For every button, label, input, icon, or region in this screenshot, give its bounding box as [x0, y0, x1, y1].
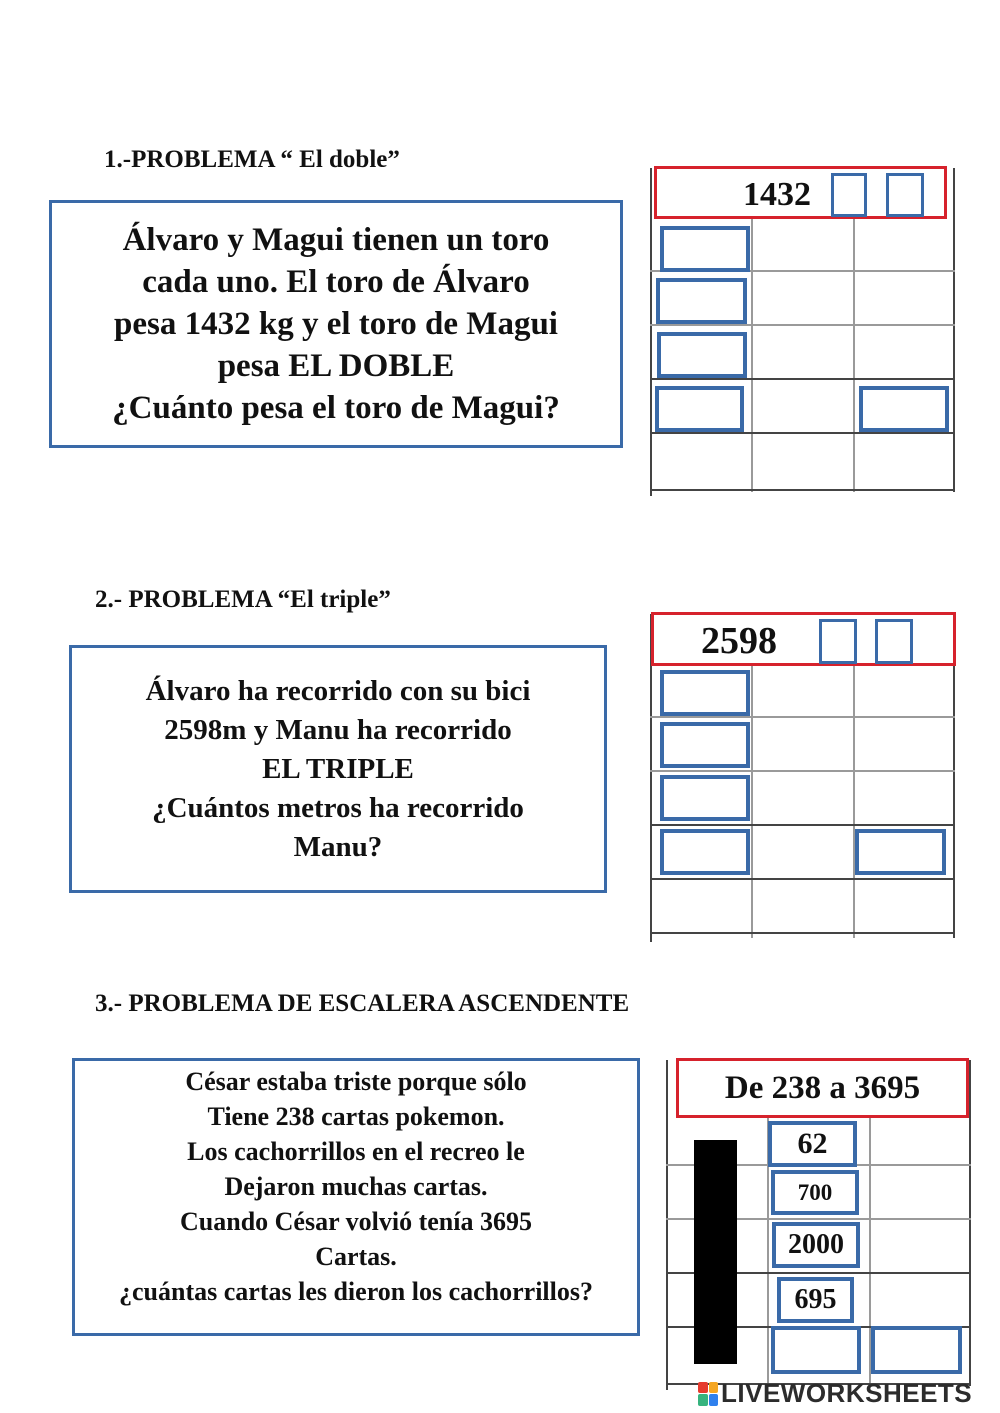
problem3-line: César estaba triste porque sólo: [185, 1067, 527, 1096]
problem2-line: Manu?: [293, 830, 383, 863]
problem3-title-box: [676, 1058, 969, 1118]
step-value: 700: [797, 1179, 833, 1205]
step-answer-box[interactable]: [772, 1222, 860, 1268]
problem2-number: 2598: [701, 620, 777, 662]
answer-box[interactable]: [660, 722, 750, 768]
problem1-line: cada uno. El toro de Álvaro: [142, 264, 530, 300]
problem1-line: Álvaro y Magui tienen un toro: [122, 222, 550, 258]
problem3-statement-box: [72, 1058, 640, 1336]
problem3-line: Cuando César volvió tenía 3695: [180, 1207, 532, 1236]
carry-answer-box[interactable]: [875, 619, 913, 664]
problem3-title: De 238 a 3695: [724, 1069, 921, 1106]
answer-box[interactable]: [660, 670, 750, 716]
problem1-work-grid: [648, 164, 958, 496]
watermark-text: LIVEWORKSHEETS: [721, 1378, 973, 1408]
liveworksheets-watermark: [698, 1378, 972, 1409]
stair-bar: [694, 1140, 737, 1364]
answer-box[interactable]: [859, 386, 949, 432]
problem2-line: ¿Cuántos metros ha recorrido: [152, 791, 524, 824]
problem1-heading: 1.-PROBLEMA “ El doble”: [104, 146, 400, 173]
step-answer-box[interactable]: [777, 1277, 854, 1323]
carry-answer-box[interactable]: [819, 619, 857, 664]
problem1-line: ¿Cuánto pesa el toro de Magui?: [112, 390, 560, 426]
problem2-heading: 2.- PROBLEMA “El triple”: [95, 586, 391, 613]
carry-answer-box[interactable]: [831, 173, 867, 217]
step-answer-box[interactable]: [771, 1170, 859, 1215]
answer-box[interactable]: [655, 386, 744, 432]
problem3-line: Tiene 238 cartas pokemon.: [207, 1102, 505, 1131]
problem1-number-box: [654, 166, 947, 219]
problem2-line: Álvaro ha recorrido con su bici: [145, 674, 531, 707]
step-value: 62: [797, 1127, 828, 1160]
problem2-line: 2598m y Manu ha recorrido: [164, 713, 512, 746]
problem1-number: 1432: [743, 176, 811, 213]
problem3-line: Dejaron muchas cartas.: [224, 1172, 488, 1201]
answer-box[interactable]: [771, 1326, 861, 1374]
problem1-line: pesa EL DOBLE: [217, 348, 455, 384]
answer-box[interactable]: [855, 829, 946, 875]
answer-box[interactable]: [871, 1326, 962, 1374]
problem1-statement-box: [49, 200, 623, 448]
answer-box[interactable]: [660, 829, 750, 875]
problem3-work-grid: [664, 1056, 974, 1390]
problem1-line: pesa 1432 kg y el toro de Magui: [114, 306, 558, 342]
problem3-heading: 3.- PROBLEMA DE ESCALERA ASCENDENTE: [95, 990, 630, 1017]
problem2-work-grid: [648, 610, 958, 942]
answer-box[interactable]: [656, 278, 747, 324]
answer-box[interactable]: [657, 332, 747, 378]
step-answer-box[interactable]: [768, 1121, 857, 1167]
problem3-line: Cartas.: [315, 1242, 397, 1271]
problem3-line: ¿cuántas cartas les dieron los cachorrillos?: [119, 1277, 593, 1306]
liveworksheets-logo-icon: [698, 1382, 718, 1406]
step-value: 695: [794, 1284, 837, 1315]
problem2-statement-box: [69, 645, 607, 893]
carry-answer-box[interactable]: [886, 173, 924, 217]
answer-box[interactable]: [660, 775, 750, 821]
problem3-line: Los cachorrillos en el recreo le: [187, 1137, 525, 1166]
problem2-number-box: [651, 612, 956, 666]
answer-box[interactable]: [660, 226, 750, 272]
problem2-line: EL TRIPLE: [262, 752, 414, 785]
step-value: 2000: [788, 1229, 844, 1260]
